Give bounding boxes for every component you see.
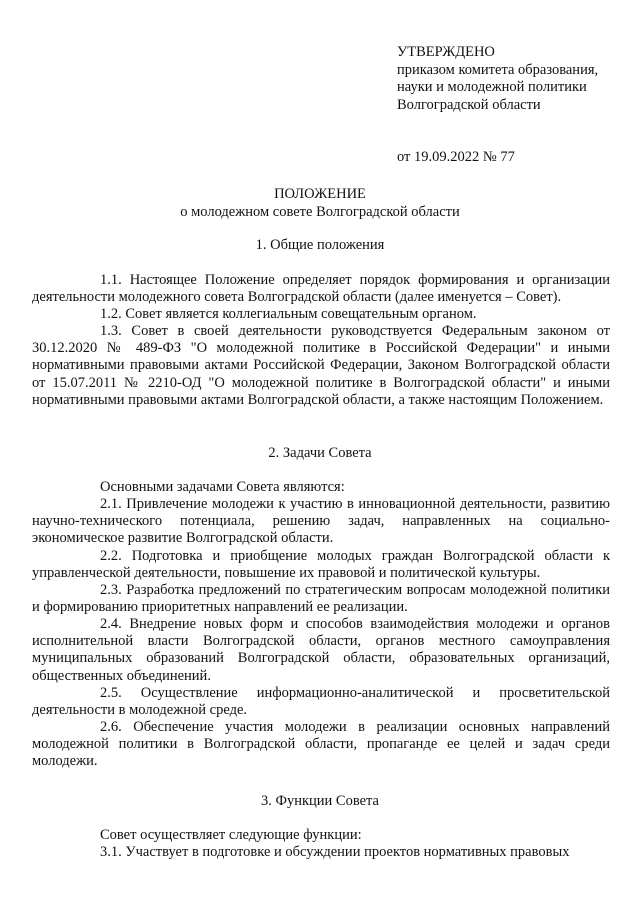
section-intro: Совет осуществляет следующие функции: (100, 827, 362, 843)
paragraph: 2.4. Внедрение новых форм и способов взаимодействия молодежи и органов исполнительной власти Волгоградской области, органов местного самоуправления муниципальных образований Волгоградской области, образовательных организаций, общественных объединений. (32, 616, 610, 684)
paragraph: 1.3. Совет в своей деятельности руководствуется Федеральным законом от 30.12.2020 № 489-ФЗ "О молодежной политике в Российской Федерации" и иными нормативными правовыми актами Российской Федерации, Законом Волгоградской области от 15.07.2011 № 2210-ОД "О молодежной политике в Волгоградской области" и иными нормативными правовыми актами Волгоградской области, а также настоящим Положением. (32, 323, 610, 408)
document-subtitle: о молодежном совете Волгоградской области (180, 203, 460, 220)
paragraph: 2.6. Обеспечение участия молодежи в реализации основных направлений молодежной политики в Волгоградской области, пропаганде ее целей и задач среди молодежи. (32, 719, 610, 770)
section-heading: 2. Задачи Совета (268, 445, 372, 461)
section-heading: 3. Функции Совета (261, 793, 379, 809)
paragraph: 2.1. Привлечение молодежи к участию в инновационной деятельности, развитию научно-технического потенциала, решению задач, направленных на социально-экономическое развитие Волгоградской области. (32, 496, 610, 547)
approval-stamp (397, 44, 632, 167)
approval-line-2: науки и молодежной политики (397, 79, 587, 95)
paragraph: 1.1. Настоящее Положение определяет порядок формирования и организации деятельности молодежного совета Волгоградской области (далее именуется – Совет). (32, 272, 610, 306)
paragraph: 2.2. Подготовка и приобщение молодых граждан Волгоградской области к управленческой деятельности, повышение их правовой и политической культуры. (32, 548, 610, 582)
section-heading: 1. Общие положения (255, 237, 385, 253)
section-intro: Основными задачами Совета являются: (100, 479, 345, 495)
paragraph: 2.5. Осуществление информационно-аналитической и просветительской деятельности в молодежной среде. (32, 685, 610, 719)
paragraph: 2.3. Разработка предложений по стратегическим вопросам молодежной политики и формированию приоритетных направлений ее реализации. (32, 582, 610, 616)
approval-line-3: Волгоградской области (397, 96, 541, 113)
document-title-block (30, 186, 610, 221)
approval-date: от 19.09.2022 № 77 (397, 149, 515, 165)
paragraph: 1.2. Совет является коллегиальным совещательным органом. (100, 306, 477, 322)
document-title: ПОЛОЖЕНИЕ (274, 186, 366, 202)
paragraph: 3.1. Участвует в подготовке и обсуждении проектов нормативных правовых (100, 844, 570, 860)
approval-label: УТВЕРЖДЕНО (397, 44, 495, 60)
approval-line-1: приказом комитета образования, (397, 61, 599, 78)
